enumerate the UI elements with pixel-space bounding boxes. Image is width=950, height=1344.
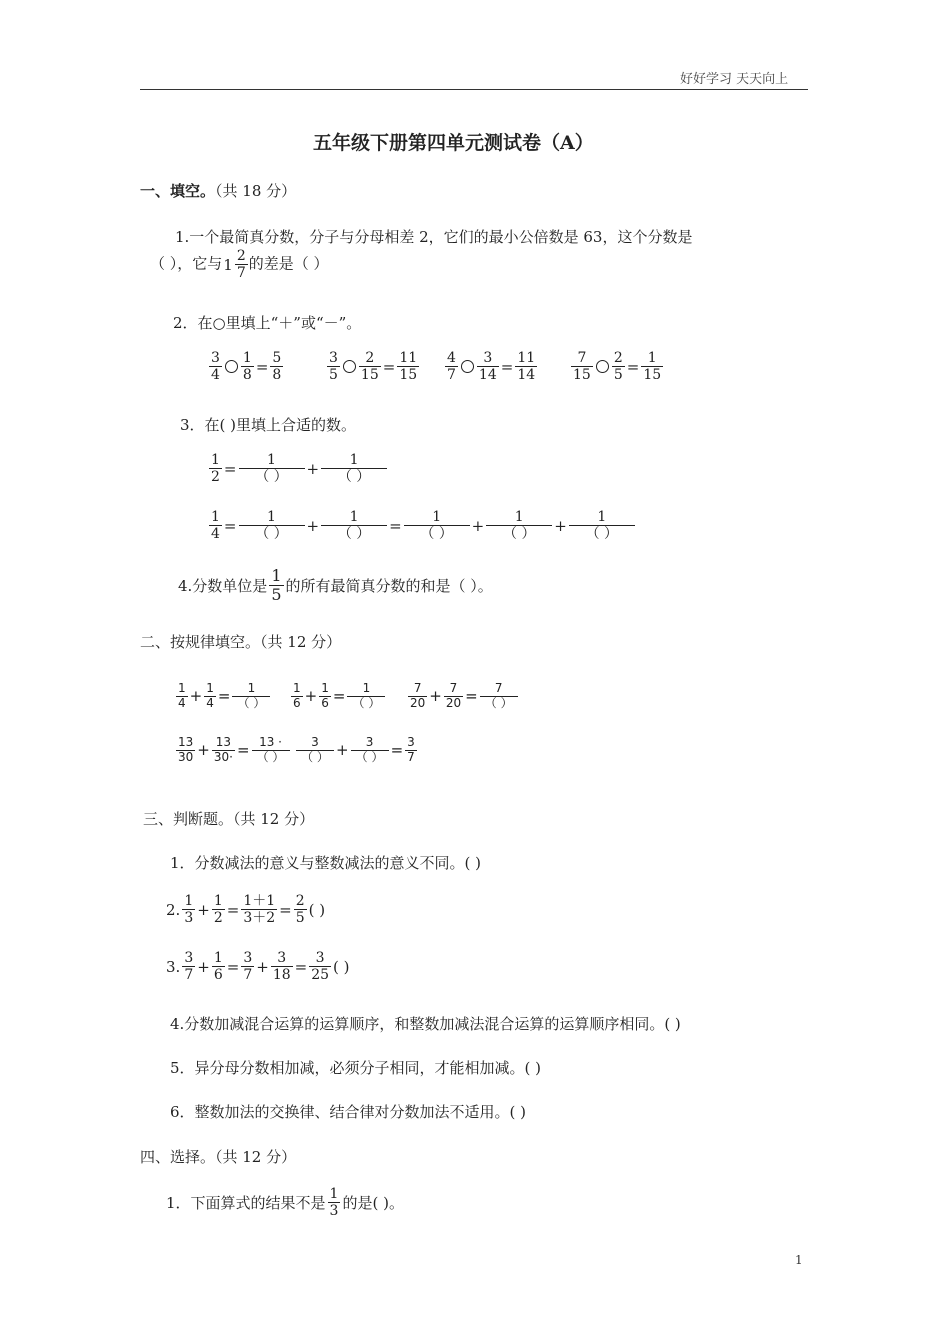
section1-points: （共 18 分） xyxy=(215,182,297,200)
s1-q1-tail: 的差是（ ） xyxy=(248,254,329,273)
s3-q3: 3. $\frac{3}{7}$ + $\frac{1}{6}$ = $\frac{3}{7}$ + $\frac{3}{18}$ = $\frac{3}{25}$ ( ) xyxy=(166,950,350,984)
s1-q4 xyxy=(177,567,494,605)
s3-q1: 1．分数减法的意义与整数减法的意义不同。( ) xyxy=(170,854,482,872)
section1-heading-text: 一、填空。 xyxy=(140,182,216,200)
header-rule xyxy=(140,89,808,90)
s1-q1-line2 xyxy=(150,248,329,281)
s3-q6: 6．整数加法的交换律、结合律对分数加法不适用。( ) xyxy=(170,1103,527,1121)
s1-q1-line1: 1.一个最简真分数，分子与分母相差 2，它们的最小公倍数是 63，这个分数是 xyxy=(175,228,693,246)
s1-q2-item-1: $\frac{3}{4}$ $\frac{1}{8}$ = $\frac{5}{8}$ xyxy=(211,350,282,384)
s2-row2-item-2: 3 （ ） + 3 （ ） = $\frac{3}{7}$ xyxy=(295,736,418,765)
s1-q3-row2: $\frac{1}{4}$ = 1 （ ） + 1 （ ） = 1 （ ） + 1 （ ） + 1 （ ） xyxy=(208,509,636,542)
section4-heading: 四、选择。（共 12 分） xyxy=(140,1148,297,1166)
blank-circle[interactable] xyxy=(596,360,609,373)
blank-circle[interactable] xyxy=(461,360,474,373)
blank-circle[interactable] xyxy=(225,360,238,373)
header-text: 好好学习 天天向上 xyxy=(680,72,789,87)
s2-row1-item-2: $\frac{1}{6}$ + $\frac{1}{6}$ = 1 （ ） xyxy=(290,682,386,711)
section1-heading xyxy=(140,180,296,201)
s1-q2-text: 2．在○里填上“＋”或“－”。 xyxy=(173,314,362,332)
page-number: 1 xyxy=(795,1253,803,1267)
s2-row1-item-1: $\frac{1}{4}$ + $\frac{1}{4}$ = 1 （ ） xyxy=(175,682,271,711)
s2-row1-item-3: $\frac{7}{20}$ + $\frac{7}{20}$ = 7 （ ） xyxy=(407,682,519,711)
s3-q5: 5．异分母分数相加减，必须分子相同，才能相加减。( ) xyxy=(170,1059,542,1077)
s1-q2-item-2: $\frac{3}{5}$ $\frac{2}{15}$ = $\frac{11}{15}$ xyxy=(329,350,418,384)
s1-q3-row1: $\frac{1}{2}$ = 1 （ ） + 1 （ ） xyxy=(208,452,388,485)
s4-q1: 1．下面算式的结果不是 $\frac{1}{3}$ 的是( )。 xyxy=(166,1186,404,1220)
s1-q1-fraction: $\frac{2}{7}$ xyxy=(236,248,246,282)
s1-q2-item-3: $\frac{4}{7}$ $\frac{3}{14}$ = $\frac{11}{14}$ xyxy=(447,350,536,384)
page-title: 五年级下册第四单元测试卷（A） xyxy=(313,132,594,154)
s3-q4: 4.分数加减混合运算的运算顺序，和整数加减法混合运算的运算顺序相同。( ) xyxy=(170,1015,681,1033)
s1-q4-fraction: $\frac{1}{5}$ xyxy=(271,566,282,605)
s1-q4-pre: 4.分数单位是 xyxy=(178,577,268,596)
s3-q2: 2. $\frac{1}{3}$ + $\frac{1}{2}$ = $\frac{1+1}{3+2}$ = $\frac{2}{5}$ ( ) xyxy=(166,893,326,927)
s1-q4-post: 的所有最简真分数的和是（ ）。 xyxy=(285,577,493,596)
blank-circle[interactable] xyxy=(343,360,356,373)
s1-q1-open: （ ），它与 xyxy=(150,254,223,273)
s2-row2-item-1: $\frac{13}{30}$ + $\frac{13}{30\cdot}$ = 13 · （ ） xyxy=(175,736,291,765)
section3-heading: 三、判断题。（共 12 分） xyxy=(143,810,315,828)
s1-q2-item-4: $\frac{7}{15}$ $\frac{2}{5}$ = $\frac{1}{15}$ xyxy=(573,350,662,384)
s1-q1-whole: 1 xyxy=(223,255,233,274)
section2-heading: 二、按规律填空。（共 12 分） xyxy=(140,633,342,651)
s1-q3-text: 3．在( )里填上合适的数。 xyxy=(180,416,357,434)
